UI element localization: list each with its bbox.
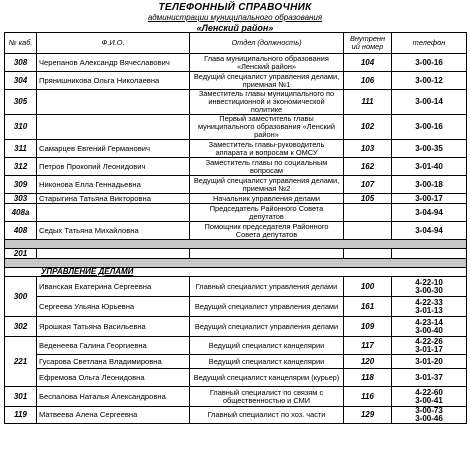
table-row: [5, 54, 467, 72]
col-ext-header: Внутренн ий номер: [344, 33, 392, 54]
fio-cell: Старыгина Татьяна Викторовна: [37, 194, 190, 204]
ext-cell: 109: [344, 317, 392, 337]
phone-cell: 3-00-18: [392, 176, 467, 194]
room-cell: 303: [5, 194, 37, 204]
phone-cell: [392, 355, 467, 369]
room-cell: 311: [5, 140, 37, 158]
room-cell: 304: [5, 72, 37, 90]
position-cell: Заместитель главы по социальным вопросам: [190, 158, 344, 176]
phone-primary: 3-01-20: [415, 356, 443, 366]
table-row: [5, 176, 467, 194]
table-row: [5, 297, 467, 317]
phone-secondary: 3-00-40: [415, 325, 443, 335]
phone-cell: 3-00-16: [392, 54, 467, 72]
table-row: [5, 140, 467, 158]
ext-cell: [344, 249, 392, 259]
ext-cell: 120: [344, 355, 392, 369]
phone-cell: [392, 337, 467, 355]
table-row: [5, 204, 467, 222]
fio-cell: [37, 204, 190, 222]
position-cell: Ведущий специалист канцелярии: [190, 355, 344, 369]
phone-secondary: 3-00-46: [415, 414, 443, 423]
ext-cell: 100: [344, 277, 392, 297]
position-cell: Главный специалист по хоз. части: [190, 407, 344, 424]
phone-cell: 3-04-94: [392, 204, 467, 222]
phone-secondary: 3-00-30: [415, 285, 443, 295]
divider: [5, 240, 467, 249]
divider-row: [5, 259, 467, 268]
ext-cell: 104: [344, 54, 392, 72]
phone-cell: 3-00-12: [392, 72, 467, 90]
table-row: [5, 222, 467, 240]
fio-cell: Петров Прокопий Леонидович: [37, 158, 190, 176]
phone-secondary: 3-01-17: [415, 344, 443, 354]
ext-cell: 105: [344, 194, 392, 204]
table-header-row: [5, 33, 467, 54]
phone-primary: 4-23-14: [415, 317, 443, 327]
position-cell: Председатель Районного Совета депутатов: [190, 204, 344, 222]
col-room-header: № каб.: [5, 33, 37, 54]
phone-secondary: 3-00-41: [415, 395, 443, 405]
table-row: [5, 407, 467, 424]
position-cell: Начальник управления делами: [190, 194, 344, 204]
ext-cell: 103: [344, 140, 392, 158]
phone-cell: [392, 387, 467, 407]
phone-primary: 3-01-37: [415, 372, 443, 382]
phone-directory-table: [4, 32, 467, 424]
district-name: «Ленский район»: [196, 23, 274, 33]
fio-cell: [37, 115, 190, 140]
phone-primary: 4-22-33: [415, 297, 443, 307]
table-row: [5, 158, 467, 176]
room-cell: 308: [5, 54, 37, 72]
position-cell: [190, 249, 344, 259]
table-row: [5, 90, 467, 115]
fio-cell: Прянишникова Ольга Николаевна: [37, 72, 190, 90]
ext-cell: 111: [344, 90, 392, 115]
table-row: [5, 387, 467, 407]
table-row: [5, 317, 467, 337]
phone-cell: 3-00-14: [392, 90, 467, 115]
ext-cell: 162: [344, 158, 392, 176]
document-subtitle: администрации муниципального образования: [147, 13, 323, 22]
ext-cell: 161: [344, 297, 392, 317]
fio-cell: Сергеева Ульяна Юрьевна: [37, 297, 190, 317]
phone-cell: [392, 407, 467, 424]
phone-cell: 3-00-35: [392, 140, 467, 158]
phone-cell: [392, 297, 467, 317]
phone-cell: 3-00-17: [392, 194, 467, 204]
position-cell: Заместитель главы муниципального по инвестиционной и экономической политике: [190, 90, 344, 115]
position-cell: Ведущий специалист управления делами, приемная №2: [190, 176, 344, 194]
fio-cell: Седых Татьяна Михайловна: [37, 222, 190, 240]
position-cell: Глава муниципального образования «Ленский район»: [190, 54, 344, 72]
fio-cell: Ефремова Ольга Леонидовна: [37, 369, 190, 387]
phone-cell: [392, 317, 467, 337]
room-cell: 408а: [5, 204, 37, 222]
room-cell: 408: [5, 222, 37, 240]
room-cell: 310: [5, 115, 37, 140]
ext-cell: 116: [344, 387, 392, 407]
phone-cell: 3-04-94: [392, 222, 467, 240]
fio-cell: Иванская Екатерина Сергеевна: [37, 277, 190, 297]
room-cell: 309: [5, 176, 37, 194]
table-row: [5, 249, 467, 259]
table-row: [5, 72, 467, 90]
fio-cell: Черепанов Александр Вячеславович: [37, 54, 190, 72]
position-cell: Ведущий специалист канцелярии: [190, 337, 344, 355]
col-phone-header: телефон: [392, 33, 467, 54]
room-cell: 305: [5, 90, 37, 115]
fio-cell: Гусарова Светлана Владимировна: [37, 355, 190, 369]
ext-cell: 107: [344, 176, 392, 194]
divider-row: [5, 240, 467, 249]
table-row: [5, 337, 467, 355]
divider: [5, 259, 467, 268]
phone-cell: [392, 369, 467, 387]
phone-cell: [392, 277, 467, 297]
table-row: [5, 277, 467, 297]
phone-cell: 3-01-40: [392, 158, 467, 176]
fio-cell: Матвеева Алена Сергеевна: [37, 407, 190, 424]
table-row: [5, 355, 467, 369]
position-cell: Ведущий специалист канцелярии (курьер): [190, 369, 344, 387]
fio-cell: [37, 249, 190, 259]
position-cell: Заместитель главы-руководитель аппарата и вопросам к ОМСУ: [190, 140, 344, 158]
fio-cell: Веденеева Галина Георгиевна: [37, 337, 190, 355]
fio-cell: Ярошкая Татьяна Васильевна: [37, 317, 190, 337]
ext-cell: [344, 204, 392, 222]
ext-cell: 106: [344, 72, 392, 90]
position-cell: Первый заместитель главы муниципального образования «Ленский район»: [190, 115, 344, 140]
fio-cell: Беспалова Наталья Александровна: [37, 387, 190, 407]
ext-cell: 117: [344, 337, 392, 355]
position-cell: Главный специалист управления делами: [190, 277, 344, 297]
phone-secondary: 3-01-13: [415, 305, 443, 315]
section-header-row: [5, 268, 467, 277]
ext-cell: [344, 222, 392, 240]
phone-cell: 3-00-16: [392, 115, 467, 140]
phone-primary: 4-22-10: [415, 277, 443, 287]
room-cell: 301: [5, 387, 37, 407]
phone-cell: [392, 249, 467, 259]
room-cell: 302: [5, 317, 37, 337]
fio-cell: Никонова Елла Геннадьевна: [37, 176, 190, 194]
position-cell: Ведущий специалист управления делами: [190, 317, 344, 337]
position-cell: Ведущий специалист управления делами, приемная №1: [190, 72, 344, 90]
ext-cell: 118: [344, 369, 392, 387]
room-cell: 201: [5, 249, 37, 259]
ext-cell: 129: [344, 407, 392, 424]
fio-cell: [37, 90, 190, 115]
col-fio-header: Ф.И.О.: [37, 33, 190, 54]
document-title: ТЕЛЕФОННЫЙ СПРАВОЧНИК: [158, 2, 312, 13]
room-cell: 312: [5, 158, 37, 176]
table-row: [5, 369, 467, 387]
phone-primary: 3-00-73: [415, 406, 443, 415]
table-row: [5, 115, 467, 140]
section-title: УПРАВЛЕНИЕ ДЕЛАМИ: [5, 268, 467, 277]
ext-cell: 102: [344, 115, 392, 140]
phone-primary: 4-22-26: [415, 336, 443, 346]
room-cell: 300: [5, 277, 37, 317]
position-cell: Ведущий специалист управления делами: [190, 297, 344, 317]
phone-primary: 4-22-60: [415, 387, 443, 397]
fio-cell: Самарцев Евгений Германович: [37, 140, 190, 158]
col-position-header: Отдел (должность): [190, 33, 344, 54]
room-cell: 119: [5, 407, 37, 424]
room-cell: 221: [5, 337, 37, 387]
position-cell: Помощник председателя Районного Совета депутатов: [190, 222, 344, 240]
table-row: [5, 194, 467, 204]
position-cell: Главный специалист по связям с общественностью и СМИ: [190, 387, 344, 407]
